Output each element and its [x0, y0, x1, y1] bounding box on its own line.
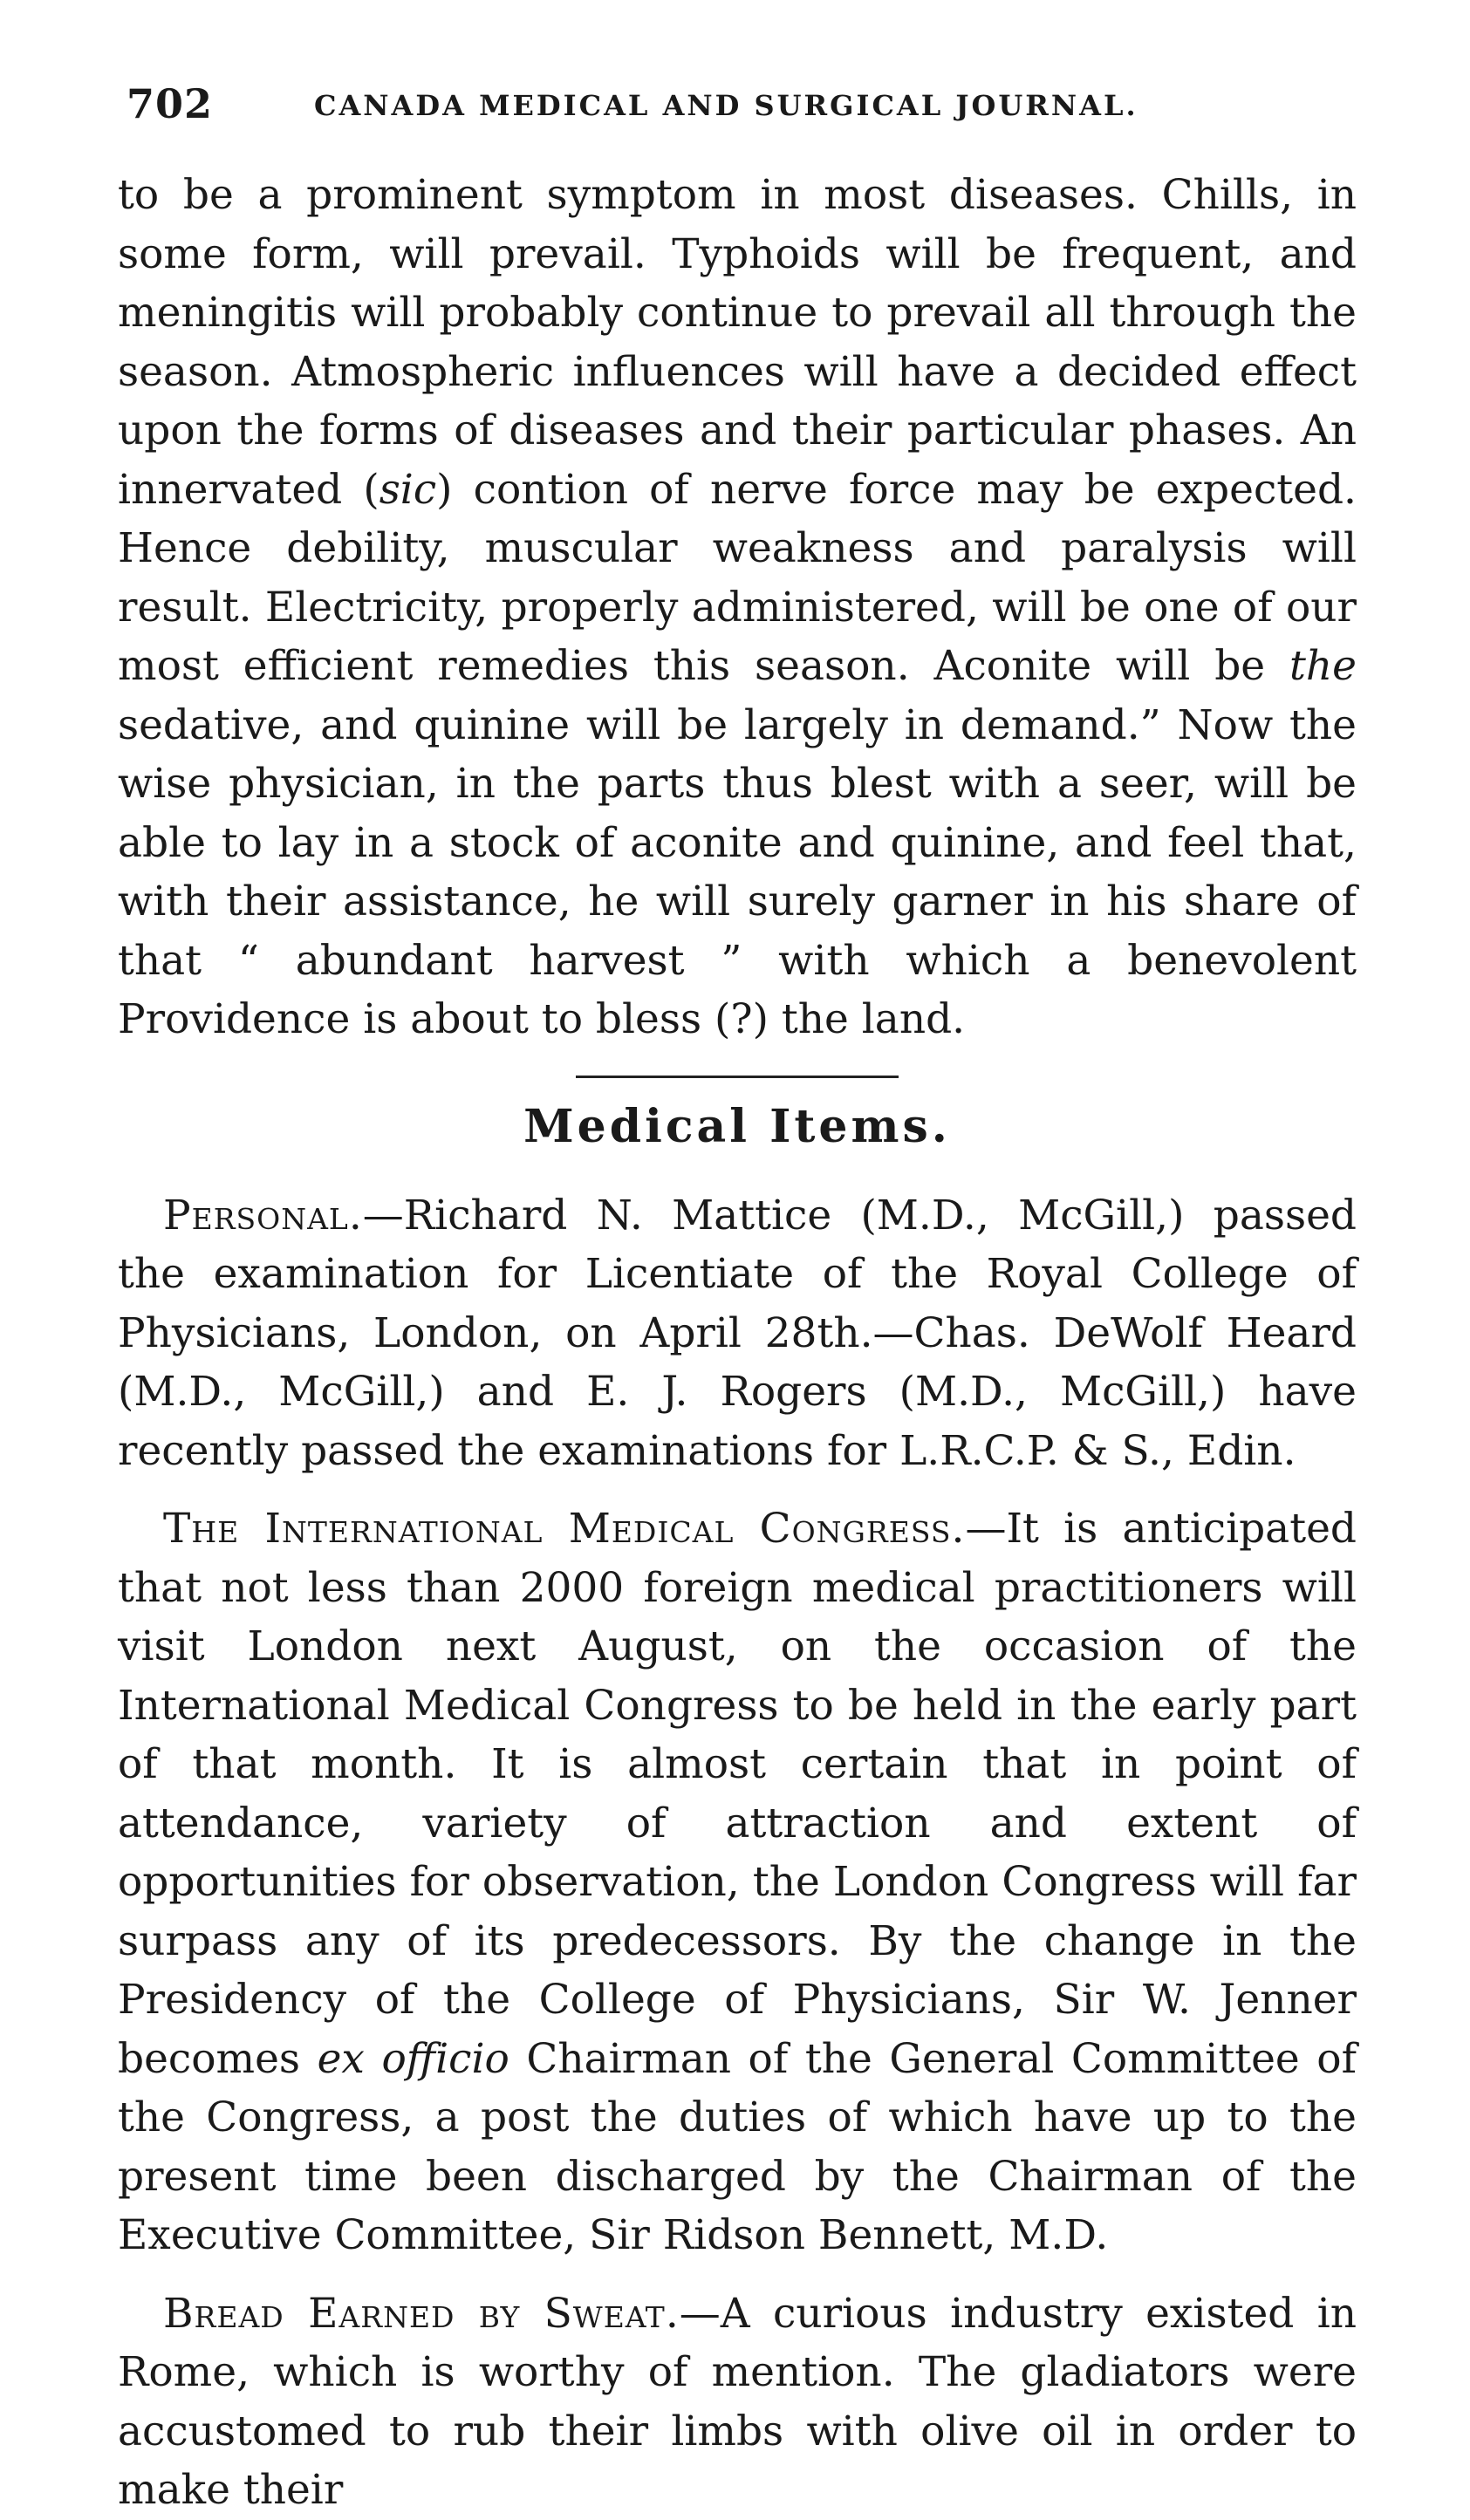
- intro-text-2: ) contion of nerve force may be expected. Hence debility, muscular weakness and paralysis will result. Electricity, properly administered, will be one of our most efficient remedies this season. Aconite will be: [118, 465, 1357, 690]
- personal-heading: Personal.: [163, 1191, 363, 1240]
- bread-text: —A curious industry existed in Rome, which is worthy of mention. The gladiators were accustomed to rub their limbs with olive oil in order to make their: [118, 2289, 1357, 2514]
- bread-heading: Bread Earned by Sweat.: [163, 2289, 680, 2338]
- section-divider: [576, 1076, 899, 1078]
- personal-paragraph: [118, 1186, 1357, 1481]
- continued-paragraph: [118, 166, 1357, 1049]
- bread-paragraph: [118, 2284, 1357, 2520]
- page-body: [118, 166, 1357, 2520]
- section-title: Medical Items.: [523, 1099, 951, 1153]
- running-head: CANADA MEDICAL AND SURGICAL JOURNAL.: [314, 89, 1138, 122]
- congress-text-2: Chairman of the General Committee of the Congress, a post the duties of which have up to the present time been discharged by the Chairman of the Executive Committee, Sir Ridson Bennett, M.D.: [118, 2034, 1357, 2259]
- congress-text-1: —It is anticipated that not less than 2000 foreign medical practitioners will visit London next August, on the occasion of the International Medical Congress to be held in the early part of that month. It is almost certain that in point of attendance, variety of attraction and extent of opportunities for observation, the London Congress will far surpass any of its predecessors. By the change in the Presidency of the College of Physicians, Sir W. Jenner becomes: [118, 1505, 1357, 2083]
- page-number: 702: [126, 80, 214, 127]
- personal-text: —Richard N. Mattice (M.D., McGill,) passed the examination for Licentiate of the Royal College of Physicians, London, on April 28th.—Chas. DeWolf Heard (M.D., McGill,) and E. J. Rogers (M.D., McGill,) have recently passed the examinations for L.R.C.P. & S., Edin.: [118, 1191, 1357, 1475]
- congress-paragraph: [118, 1499, 1357, 2265]
- intro-italic-sic: sic: [379, 465, 437, 514]
- intro-text-3: sedative, and quinine will be largely in demand.” Now the wise physician, in the parts thus blest with a seer, will be able to lay in a stock of aconite and quinine, and feel that, with their assistance, he will surely garner in his share of that “ abundant harvest ” with which a benevolent Providence is about to bless (?) the land.: [118, 700, 1357, 1043]
- congress-heading: The International Medical Congress.: [163, 1505, 966, 1553]
- congress-italic-ex-officio: ex officio: [317, 2034, 509, 2083]
- page-header: [126, 80, 1365, 133]
- intro-italic-the: the: [1289, 642, 1357, 690]
- intro-text-1: to be a prominent symptom in most diseases. Chills, in some form, will prevail. Typhoids will be frequent, and meningitis will probably continue to prevail all through the season. Atmospheric influences will have a decided effect upon the forms of diseases and their particular phases. An innervated (: [118, 171, 1357, 514]
